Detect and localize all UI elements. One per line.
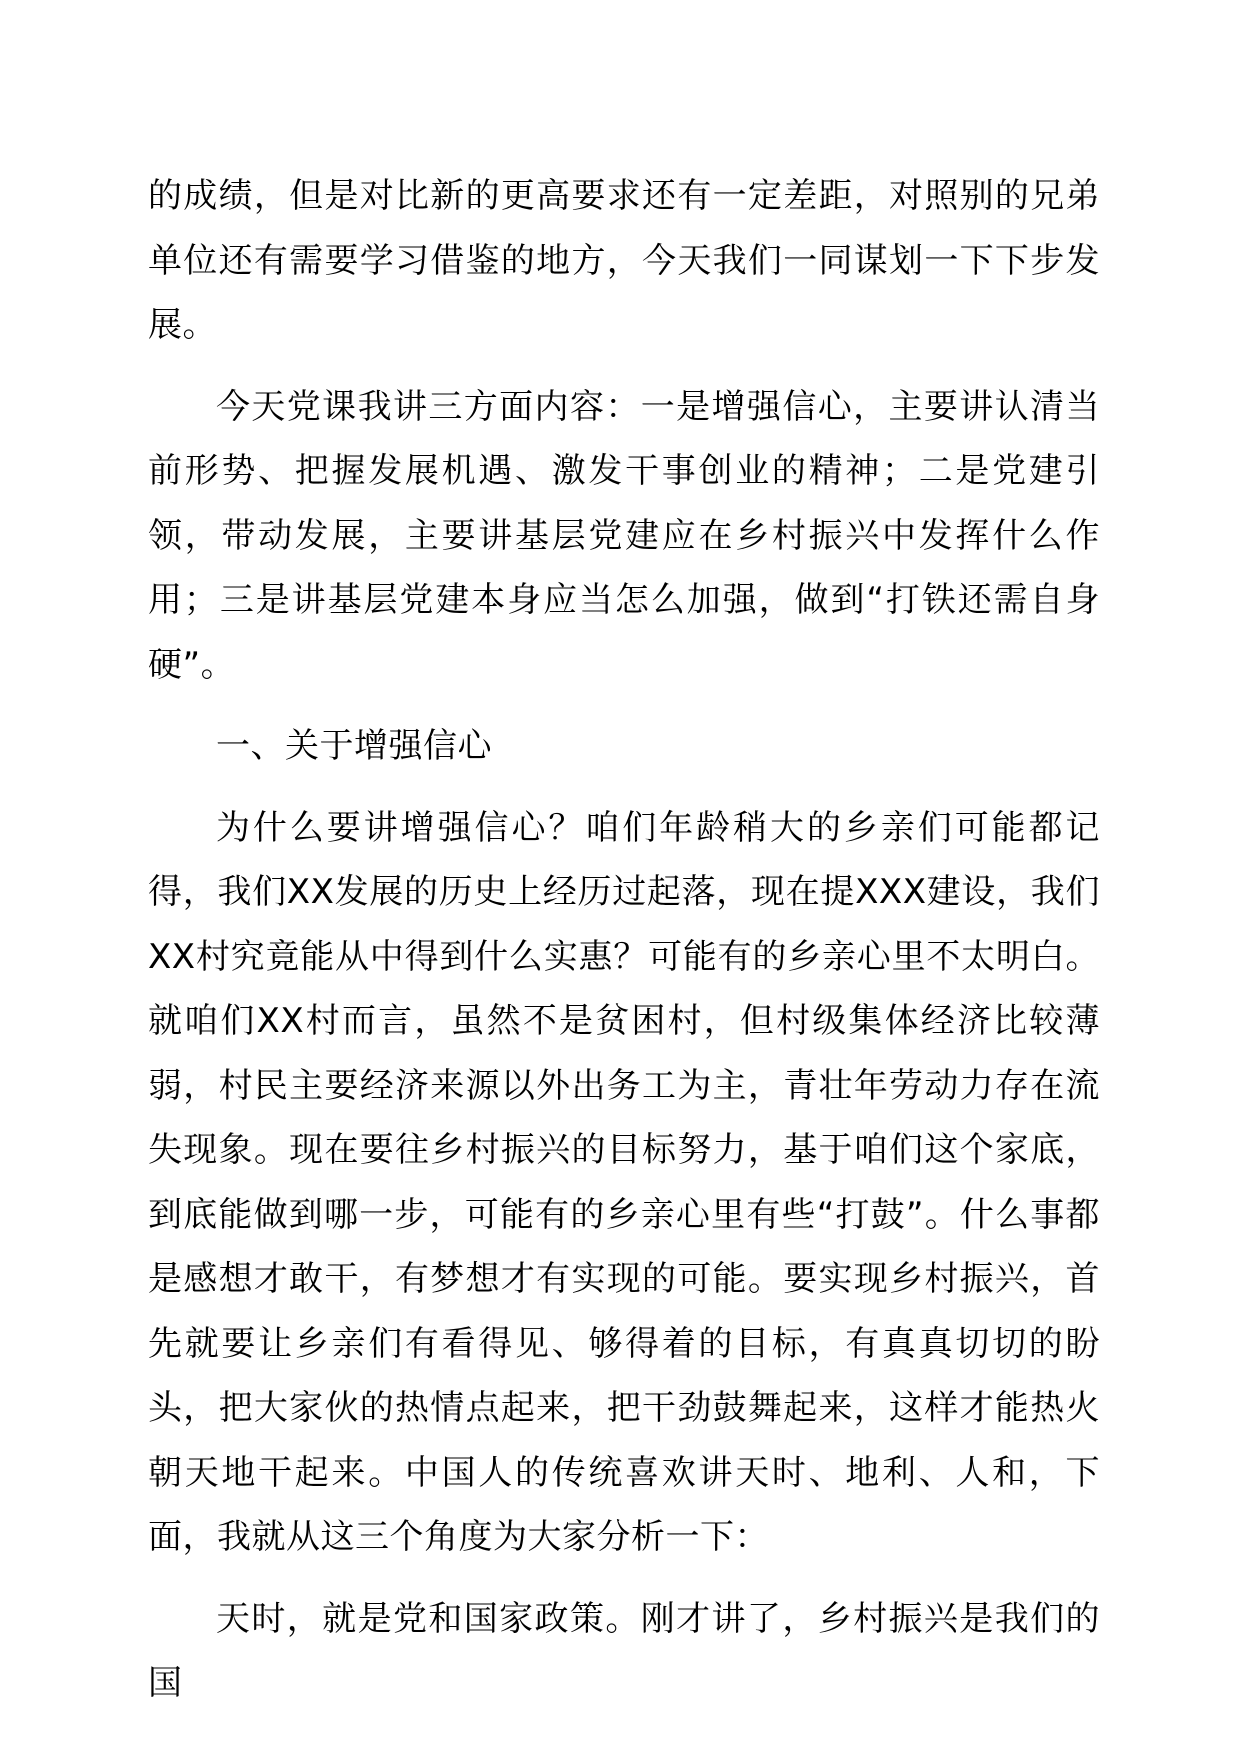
section-heading-confidence: 一、关于增强信心 — [216, 726, 492, 766]
paragraph-timing-policy: 天时，就是党和国家政策。刚才讲了，乡村振兴是我们的国 — [148, 1598, 1100, 1703]
document-body — [148, 164, 1100, 1733]
paragraph-lesson-outline: 今天党课我讲三方面内容：一是增强信心，主要讲认清当前形势、把握发展机遇、激发干事创业的精神；二是党建引领，带动发展，主要讲基层党建应在乡村振兴中发挥什么作用；三是讲基层党建本身应当怎么加强，做到“打铁还需自身硬”。 — [148, 386, 1100, 685]
paragraph-why-confidence: 为什么要讲增强信心？咱们年龄稍大的乡亲们可能都记得，我们XX发展的历史上经历过起落，现在提XXX建设，我们XX村究竟能从中得到什么实惠？可能有的乡亲心里不太明白。就咱们XX村而言，虽然不是贫困村，但村级集体经济比较薄弱，村民主要经济来源以外出务工为主，青壮年劳动力存在流失现象。现在要往乡村振兴的目标努力，基于咱们这个家底，到底能做到哪一步，可能有的乡亲心里有些“打鼓”。什么事都是感想才敢干，有梦想才有实现的可能。要实现乡村振兴，首先就要让乡亲们有看得见、够得着的目标，有真真切切的盼头，把大家伙的热情点起来，把干劲鼓舞起来，这样才能热火朝天地干起来。中国人的传统喜欢讲天时、地利、人和，下面，我就从这三个角度为大家分析一下： — [148, 807, 1100, 1557]
paragraph-continuation: 的成绩，但是对比新的更高要求还有一定差距，对照别的兄弟单位还有需要学习借鉴的地方，今天我们一同谋划一下下步发展。 — [148, 176, 1100, 345]
